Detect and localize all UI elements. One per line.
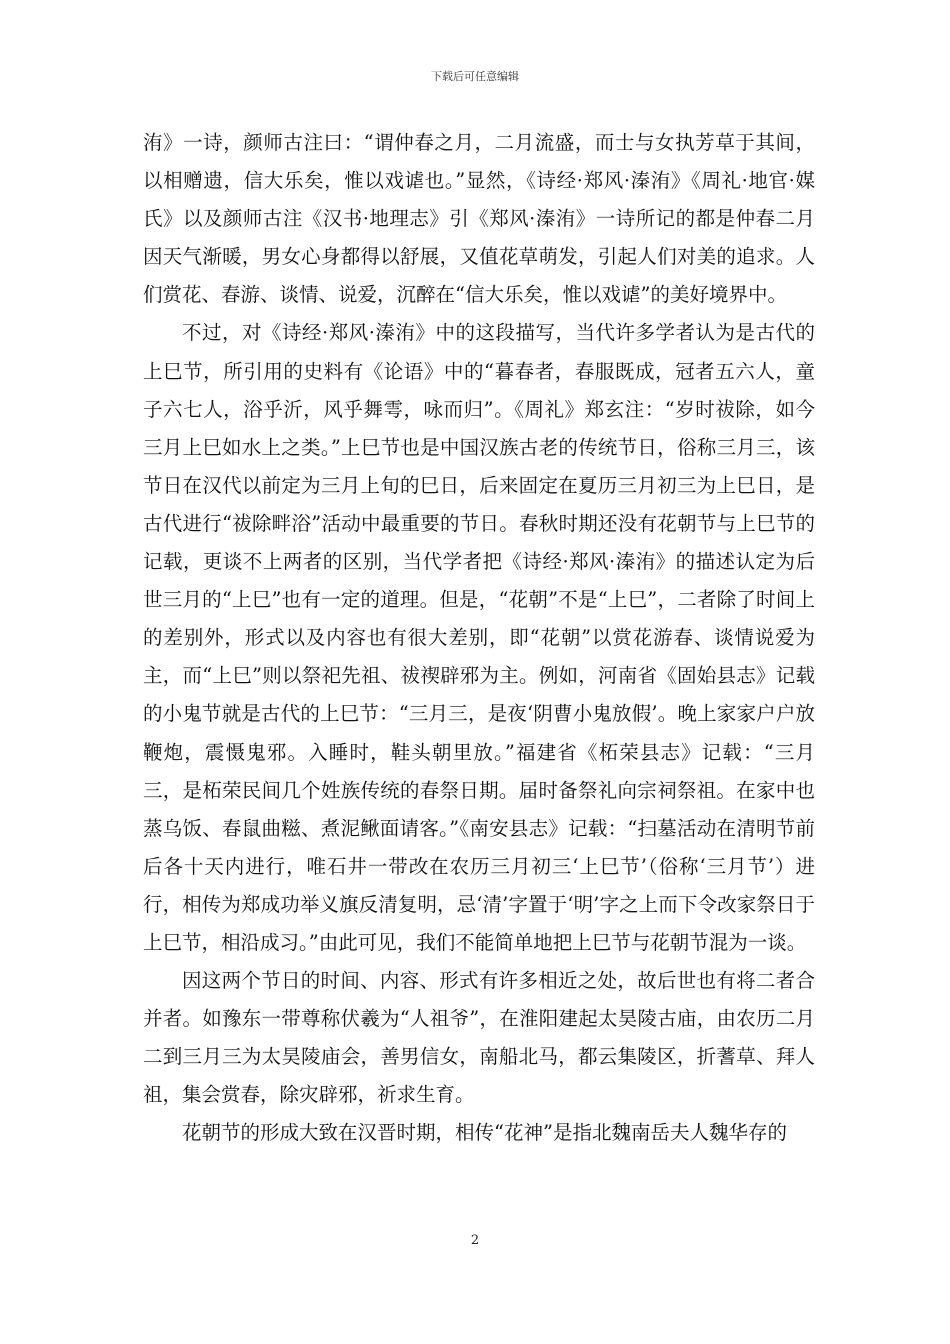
page-number: 2 [470, 1233, 480, 1248]
paragraph-1: 洧》一诗，颜师古注曰：“谓仲春之月，二月流盛，而士与女执芳草于其间，以相赠遗，信大乐矣，惟以戏谑也。”显然，《诗经·郑风·溱洧》《周礼·地官·媒氏》以及颜师古注《汉书·地理志》引《郑风·溱洧》一诗所记的都是仲春二月因天气渐暖，男女心身都得以舒展，又值花草萌发，引起人们对美的追求。人们赏花、春游、谈情、说爱，沉醉在“信大乐矣，惟以戏谑”的美好境界中。 [143, 131, 815, 307]
paragraph-4: 花朝节的形成大致在汉晋时期，相传“花神”是指北魏南岳夫人魏华存的 [182, 1121, 787, 1145]
document-body [143, 124, 815, 1153]
paragraph-2: 不过，对《诗经·郑风·溱洧》中的这段描写，当代许多学者认为是古代的上巳节，所引用的史料有《论语》中的“暮春者，春服既成，冠者五六人，童子六七人，浴乎沂，风乎舞雩，咏而归”。《周礼》郑玄注：“岁时祓除，如今三月上巳如水上之类。”上巳节也是中国汉族古老的传统节日，俗称三月三，该节日在汉代以前定为三月上旬的巳日，后来固定在夏历三月初三为上巳日，是古代进行“祓除畔浴”活动中最重要的节日。春秋时期还没有花朝节与上巳节的记载，更谈不上两者的区别，当代学者把《诗经·郑风·溱洧》的描述认定为后世三月的“上巳”也有一定的道理。但是，“花朝”不是“上巳”，二者除了时间上的差别外，形式以及内容也有很大差别，即“花朝”以赏花游春、谈情说爱为主，而“上巳”则以祭祀先祖、祓禊辟邪为主。例如，河南省《固始县志》记载的小鬼节就是古代的上巳节：“三月三，是夜‘阴曹小鬼放假’。晚上家家户户放鞭炮，震慑鬼邪。入睡时，鞋头朝里放。”福建省《柘荣县志》记载：“三月三，是柘荣民间几个姓族传统的春祭日期。届时备祭礼向宗祠祭祖。在家中也蒸乌饭、春鼠曲糍、煮泥鳅面请客。”《南安县志》记载：“扫墓活动在清明节前后各十天内进行，唯石井一带改在农历三月初三‘上巳节’（俗称‘三月节’）进行，相传为郑成功举义旗反清复明，忌‘清’字置于‘明’字之上而下令改家祭日于上巳节，相沿成习。”由此可见，我们不能简单地把上巳节与花朝节混为一谈。 [143, 321, 815, 954]
paragraph-3: 因这两个节日的时间、内容、形式有许多相近之处，故后世也有将二者合并者。如豫东一带尊称伏羲为“人祖爷”，在淮阳建起太昊陵古庙，由农历二月二到三月三为太昊陵庙会，善男信女，南船北马，都云集陵区，折蓍草、拜人祖，集会赏春，除灾辟邪，祈求生育。 [143, 969, 815, 1107]
page-header: 下载后可任意编辑 [431, 70, 519, 83]
